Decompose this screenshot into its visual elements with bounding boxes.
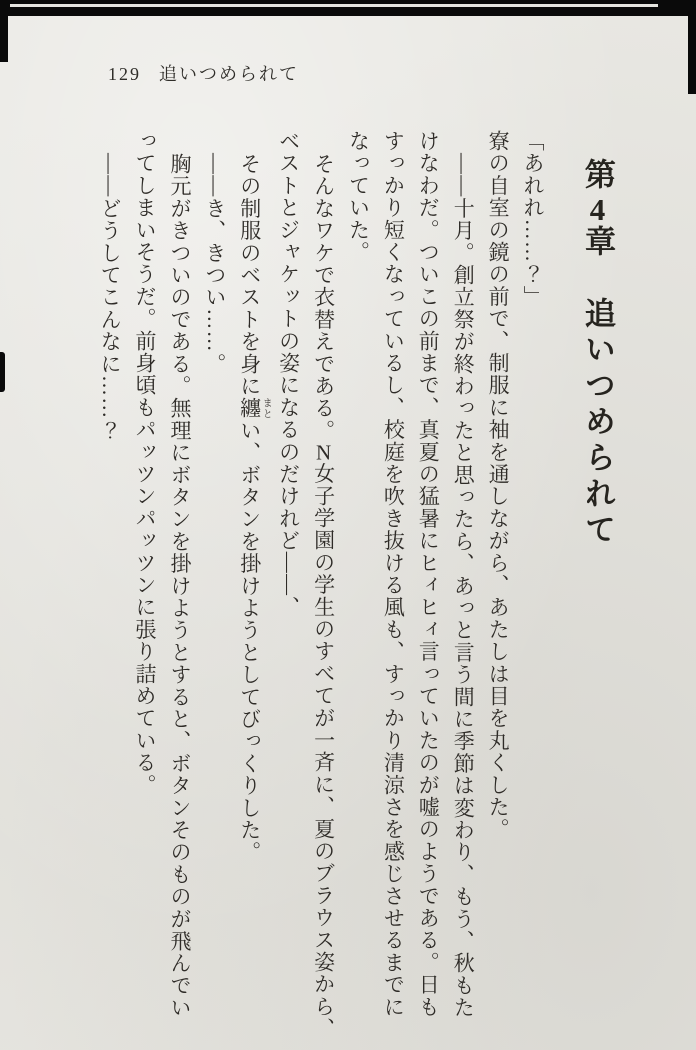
text-column-5: すっかり短くなっているし、校庭を吹き抜ける風も、すっかり清涼さを感じさせるまでに xyxy=(381,130,406,1018)
page-number: 129 xyxy=(108,64,141,84)
text-column-11: 胸元がきついのである。無理にボタンを掛けようとすると、ボタンそのものが飛んでい xyxy=(167,153,192,1019)
text-segment: その制服のベストを身に xyxy=(237,153,262,398)
chapter-prefix: 第 xyxy=(580,158,615,194)
scan-artifact-page-edge-line xyxy=(10,4,658,7)
running-title: 追いつめられて xyxy=(159,64,299,84)
scan-artifact-right-strip xyxy=(688,8,696,94)
chapter-number: 4 xyxy=(589,194,606,225)
text-column-2: 寮の自室の鏡の前で、制服に袖を通しながら、あたしは目を丸くした。 xyxy=(486,130,511,841)
text-column-4: けなわだ。ついこの前まで、真夏の猛暑にヒィヒィ言っていたのが嘘のようである。日も xyxy=(416,130,441,1018)
scan-artifact-left-strip xyxy=(0,0,8,62)
chapter-title xyxy=(575,158,620,998)
ruby-annotation xyxy=(237,397,272,420)
text-column-9 xyxy=(232,130,271,1032)
body-text xyxy=(95,130,550,1040)
text-column-7 xyxy=(306,130,341,1040)
text-segment: そんなワケで衣替えである。 xyxy=(311,153,336,442)
text-column-10: ――き、きつい……。 xyxy=(202,153,227,375)
text-column-1: 「あれれ……？」 xyxy=(521,130,545,308)
page-header xyxy=(108,60,299,86)
text-column-12: ってしまいそうだ。前身頃もパッツンパッツンに張り詰めている。 xyxy=(133,130,158,796)
chapter-suffix: 章 xyxy=(580,225,615,261)
chapter-space xyxy=(580,261,615,297)
scan-artifact-top-band xyxy=(0,0,696,16)
ruby-base: 纏 xyxy=(237,397,262,420)
text-column-13: ――どうしてこんなに……？ xyxy=(98,153,123,442)
scan-artifact-left-mark xyxy=(0,352,5,392)
chapter-name: 追いつめられて xyxy=(580,297,615,549)
text-column-8: ベストとジャケットの姿になるのだけれど――、 xyxy=(276,130,301,619)
text-segment: 女子学園の学生のすべてが一斉に、夏のブラウス姿から、 xyxy=(311,462,336,1040)
text-segment: い、ボタンを掛けようとしてびっくりした。 xyxy=(237,419,262,864)
ruby-text: まと xyxy=(260,397,272,420)
latin-letter: N xyxy=(315,441,332,463)
text-column-3: ――十月。創立祭が終わったと思ったら、あっと言う間に季節は変わり、もう、秋もた xyxy=(451,153,476,1019)
text-column-6: なっていた。 xyxy=(346,130,371,264)
